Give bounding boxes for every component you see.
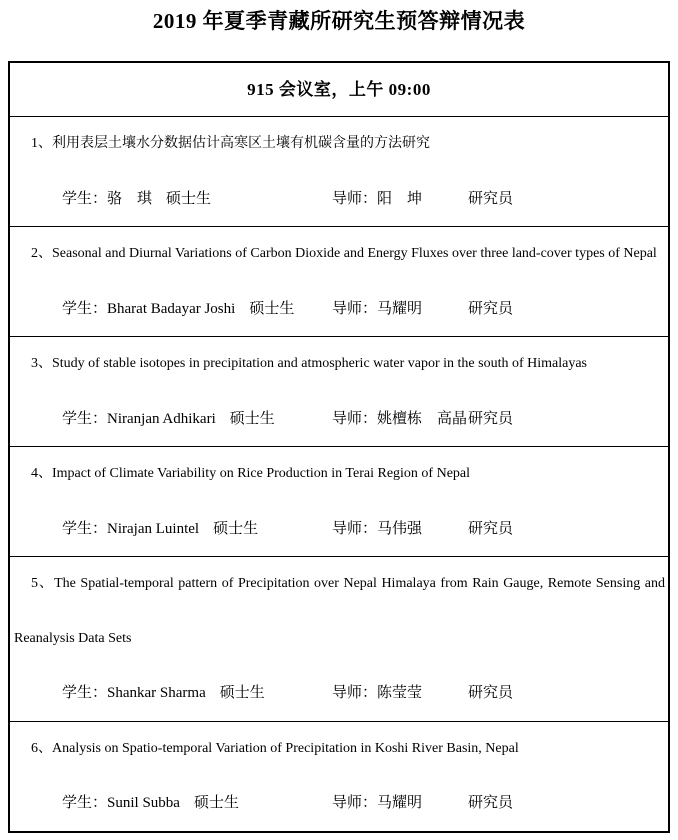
advisor-title: 研究员	[468, 795, 514, 811]
advisor-name: 马耀明	[377, 795, 423, 811]
student-segment	[62, 502, 332, 557]
advisor-title: 研究员	[468, 520, 514, 537]
student-degree: 硕士生	[249, 300, 295, 317]
student-name: Sunil Subba	[107, 795, 180, 811]
people-line	[10, 776, 668, 831]
people-line	[10, 172, 668, 227]
advisor-name: 姚檀栋 高晶	[377, 410, 468, 427]
advisor-segment	[332, 502, 468, 557]
topic-text: 6、Analysis on Spatio-temporal Variation of Precipitation in Koshi River Basin, Nepal	[31, 740, 519, 756]
student-label: 学生：	[62, 520, 108, 537]
student-label: 学生：	[62, 300, 108, 317]
advisor-name: 陈莹莹	[377, 685, 423, 701]
student-degree: 硕士生	[193, 795, 239, 811]
student-label: 学生：	[62, 410, 108, 427]
student-degree: 硕士生	[213, 520, 259, 537]
advisor-segment	[332, 392, 468, 447]
student-name: Nirajan Luintel	[107, 520, 200, 537]
advisor-label: 导师：	[332, 795, 378, 811]
student-segment	[62, 282, 332, 337]
table-row	[10, 446, 668, 556]
people-line	[10, 502, 668, 557]
schedule-table	[8, 61, 670, 833]
advisor-segment	[332, 666, 468, 721]
table-row	[10, 336, 668, 446]
advisor-title: 研究员	[468, 410, 514, 427]
student-segment	[62, 666, 332, 721]
student-degree: 硕士生	[229, 410, 275, 427]
advisor-segment	[332, 282, 468, 337]
session-header: 915 会议室，上午 09:00	[247, 80, 431, 99]
topic-text: 2、Seasonal and Diurnal Variations of Carbon Dioxide and Energy Fluxes over three land-cover types of Nepal	[31, 246, 657, 261]
student-segment	[62, 172, 332, 227]
topic-text: 5、The Spatial-temporal pattern of Precipitation over Nepal Himalaya from Rain Gauge, Remote Sensing and Reanalysis Data Sets	[14, 576, 665, 646]
people-line	[10, 282, 668, 337]
advisor-name: 马伟强	[377, 520, 423, 537]
advisor-segment	[332, 172, 468, 227]
student-degree: 硕士生	[166, 190, 212, 207]
advisor-name: 阳 坤	[377, 190, 423, 207]
student-name: Bharat Badayar Joshi	[107, 300, 236, 317]
people-line	[10, 392, 668, 447]
table-row	[10, 226, 668, 336]
student-label: 学生：	[62, 190, 108, 207]
advisor-name: 马耀明	[377, 300, 423, 317]
topic-text: 3、Study of stable isotopes in precipitation and atmospheric water vapor in the south of Himalayas	[31, 356, 587, 371]
advisor-label: 导师：	[332, 520, 378, 537]
topic-text: 1、利用表层土壤水分数据估计高寒区土壤有机碳含量的方法研究	[31, 136, 430, 151]
student-segment	[62, 392, 332, 447]
advisor-label: 导师：	[332, 685, 378, 701]
advisor-title: 研究员	[468, 685, 514, 701]
student-name: 骆 琪	[107, 190, 153, 207]
student-degree: 硕士生	[219, 685, 265, 701]
advisor-title: 研究员	[468, 300, 514, 317]
student-name: Niranjan Adhikari	[107, 410, 216, 427]
table-row	[10, 556, 668, 721]
student-label: 学生：	[62, 795, 108, 811]
advisor-title: 研究员	[468, 190, 514, 207]
advisor-label: 导师：	[332, 410, 378, 427]
topic-text: 4、Impact of Climate Variability on Rice Production in Terai Region of Nepal	[31, 466, 471, 481]
student-name: Shankar Sharma	[107, 685, 206, 701]
advisor-label: 导师：	[332, 190, 378, 207]
student-label: 学生：	[62, 685, 108, 701]
advisor-label: 导师：	[332, 300, 378, 317]
table-row	[10, 116, 668, 226]
table-row	[10, 721, 668, 831]
people-line	[10, 666, 668, 721]
page-title: 2019 年夏季青藏所研究生预答辩情况表	[152, 9, 526, 33]
student-segment	[62, 776, 332, 831]
advisor-segment	[332, 776, 468, 831]
